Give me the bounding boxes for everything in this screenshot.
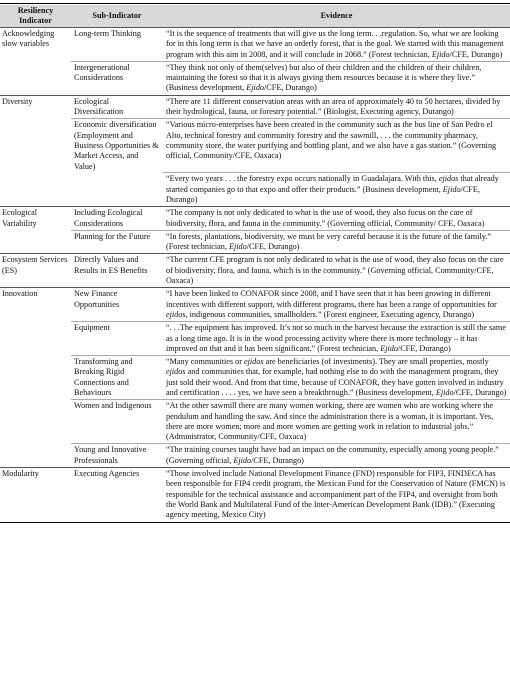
indicator-cell: Modularity xyxy=(0,468,71,522)
sub-indicator-cell: Economic diversification (Employment and Business Opportunities & Market Access, and Value) xyxy=(71,119,163,173)
evidence-cell: “At the other sawmill there are many women working, there are women who are working where the pendulum and handling the saw. And since the administration there is a woman, it is important. Yes, there are more women; more and more women are getting work in relation to industrial jobs.” (Administrator, Community/CFE, Oaxaca) xyxy=(163,400,510,444)
indicator-cell: Ecosystem Services (ES) xyxy=(0,254,71,288)
table-row xyxy=(0,173,510,207)
sub-indicator-cell: Women and Indigenous xyxy=(71,400,163,444)
sub-indicator-cell: Executing Agencies xyxy=(71,468,163,522)
indicator-cell: Innovation xyxy=(0,288,71,322)
top-rule xyxy=(0,3,510,4)
table-row xyxy=(0,400,510,444)
indicator-cell xyxy=(0,322,71,356)
sub-indicator-cell xyxy=(71,173,163,207)
table-row xyxy=(0,322,510,356)
sub-indicator-cell: Young and Innovative Professionals xyxy=(71,444,163,468)
indicator-cell: Acknowledging slow variables xyxy=(0,28,71,62)
sub-indicator-cell: Intergenerational Considerations xyxy=(71,61,163,95)
evidence-cell: “Every two years . . . the forestry expo occurs nationally in Guadalajara. With this, ejidos that already started companies go to that expo and offer their products.” (Business development, Ejido/CFE, Durango) xyxy=(163,173,510,207)
table-row xyxy=(0,119,510,173)
evidence-cell: “The training courses taught have had an impact on the community, especially among young people.” (Governing official, Ejido/CFE, Durango) xyxy=(163,444,510,468)
evidence-cell: “The current CFE program is not only dedicated to what is the use of wood, they also focus on the care of biodiversity, flora, and fauna, which is in the community.” (Governing official, Community/CFE, Oaxaca) xyxy=(163,254,510,288)
evidence-cell: “They think not only of them(selves) but also of their children and the children of their children, maintaining the forest so that it is always giving them resources because it is where they live.” (Business development, Ejido/CFE, Durango) xyxy=(163,61,510,95)
table-row xyxy=(0,254,510,288)
indicator-cell xyxy=(0,356,71,400)
indicator-cell: Diversity xyxy=(0,95,71,119)
sub-indicator-cell: Planning for the Future xyxy=(71,230,163,254)
table-row xyxy=(0,95,510,119)
evidence-cell: “It is the sequence of treatments that will give us the long term. . .regulation. So, what we are looking for in this long term is that we have an orderly forest, that is the goal. We started with this management program with this aim in 2008, and it will conclude in 2068.” (Forest technician, Ejido/CFE, Durango) xyxy=(163,28,510,62)
evidence-cell: “I have been linked to CONAFOR since 2008, and I have seen that it has been growing in different incentives with different support, with different programs, there has been a range of opportunities for ejidos, indigenous communities, smallholders.” (Forest engineer, Executing agency, Durango) xyxy=(163,288,510,322)
indicator-cell xyxy=(0,400,71,444)
evidence-cell: “Various micro-enterprises have been created in the community such as the bus line of San Pedro el Alto, technical forestry and community forestry and the sawmill, . . . the community pharmacy, community store, the water purifying and bottling plant, and we also have a gas station.” (Governing official, Community/CFE, Oaxaca) xyxy=(163,119,510,173)
indicator-cell xyxy=(0,61,71,95)
sub-indicator-cell: Including Ecological Considerations xyxy=(71,207,163,231)
indicator-cell xyxy=(0,119,71,173)
header-indicator: Resiliency Indicator xyxy=(17,6,54,25)
indicator-cell xyxy=(0,230,71,254)
table-row xyxy=(0,444,510,468)
table-row xyxy=(0,288,510,322)
table-row xyxy=(0,207,510,231)
evidence-cell: “The company is not only dedicated to what is the use of wood, they also focus on the care of biodiversity, flora, and fauna in the community.” (Governing official, Community/ CFE, Oaxaca) xyxy=(163,207,510,231)
indicator-cell xyxy=(0,173,71,207)
sub-indicator-cell: Long-term Thinking xyxy=(71,28,163,62)
sub-indicator-cell: Ecological Diversification xyxy=(71,95,163,119)
evidence-cell: “Those involved include National Development Finance (FND) responsible for FIP3, FINDECA has been responsible for FIP4 credit program, the Mexican Fund for the Conservation of Nature (FMCN) is responsible for the technical assistance and accompaniment part of the FIP4, and oversight from both the World Bank and Multilateral Fund of the Inter-American Development Bank (IDB).” (Executing agency meeting, Mexico City) xyxy=(163,468,510,522)
sub-indicator-cell: Directly Values and Results in ES Benefits xyxy=(71,254,163,288)
table-row xyxy=(0,230,510,254)
evidence-cell: “In forests, plantations, biodiversity, we must be very careful because it is the future of the family.” (Forest technician, Ejido/CFE, Durango) xyxy=(163,230,510,254)
sub-indicator-cell: Transforming and Breaking Rigid Connections and Behaviours xyxy=(71,356,163,400)
resiliency-evidence-table xyxy=(0,5,510,523)
table-row xyxy=(0,61,510,95)
sub-indicator-cell: New Finance Opportunities xyxy=(71,288,163,322)
indicator-cell: Ecological Variability xyxy=(0,207,71,231)
table-row xyxy=(0,28,510,62)
header-evidence: Evidence xyxy=(320,11,353,20)
sub-indicator-cell: Equipment xyxy=(71,322,163,356)
evidence-cell: “Many communities or ejidos are beneficiaries (of investments). They are small properties, mostly ejidos and communities that, for example, had nothing else to do with the management program, they just sold their wood. And from that time, because of CONAFOR, they have gotten involved in industry and certification . . . . yes, we have seen a breakthrough.” (Business development, Ejido/CFE, Durango) xyxy=(163,356,510,400)
evidence-cell: “. . .The equipment has improved. It’s not so much in the harvest because the extraction is still the same as a long time ago. It is in the wood processing activity where there is more technology – it has improved on that and it has been significant.” (Forest technician, Ejido/CFE, Durango) xyxy=(163,322,510,356)
table-row xyxy=(0,356,510,400)
header-sub-indicator: Sub-Indicator xyxy=(92,11,142,20)
indicator-cell xyxy=(0,444,71,468)
table-row xyxy=(0,468,510,522)
table-header-row xyxy=(0,5,510,28)
evidence-cell: “There are 11 different conservation areas with an area of approximately 40 to 50 hectares, divided by their hydrological, fauna, or forestry potential.” (Biologist, Executing agency, Durango) xyxy=(163,95,510,119)
